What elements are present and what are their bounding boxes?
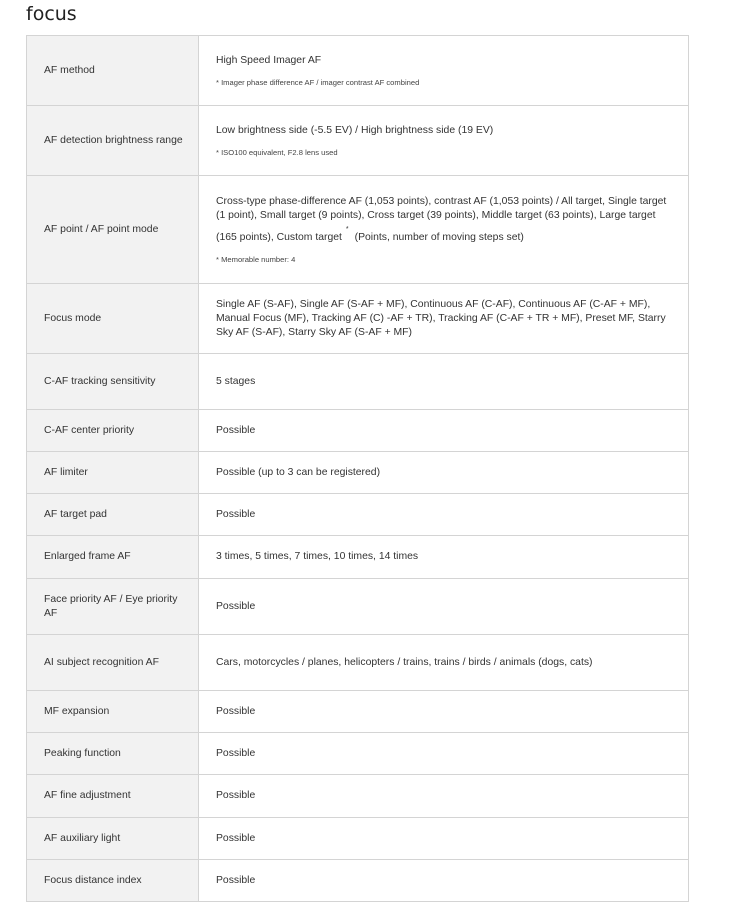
table-row-c-af-center-priority — [27, 410, 689, 452]
row-label: AF target pad — [27, 494, 199, 536]
table-row-af-limiter — [27, 452, 689, 494]
table-row-face-eye-priority-af — [27, 579, 689, 635]
table-row-enlarged-frame-af — [27, 536, 689, 579]
row-value: Possible — [199, 691, 689, 733]
table-row-ai-subject-recognition-af — [27, 635, 689, 691]
row-note: * Imager phase difference AF / imager contrast AF combined — [216, 77, 420, 87]
focus-spec-table — [26, 35, 689, 902]
row-note: * Memorable number: 4 — [216, 254, 296, 264]
table-row-af-auxiliary-light — [27, 818, 689, 860]
row-label: AF fine adjustment — [27, 775, 199, 818]
row-value: Cars, motorcycles / planes, helicopters / trains, trains / birds / animals (dogs, cats) — [199, 635, 689, 691]
row-value-cell — [199, 106, 689, 176]
row-value: Possible — [199, 860, 689, 902]
row-value: Possible — [199, 494, 689, 536]
table-row-af-method — [27, 36, 689, 106]
page-title: focus — [26, 3, 77, 25]
row-value: Possible (up to 3 can be registered) — [199, 452, 689, 494]
table-row-focus-mode — [27, 284, 689, 354]
table-row-focus-distance-index — [27, 860, 689, 902]
row-label: C-AF tracking sensitivity — [27, 354, 199, 410]
row-value-line-3: (Points, number of moving steps set) — [354, 231, 524, 243]
row-label: Peaking function — [27, 733, 199, 775]
row-note: * ISO100 equivalent, F2.8 lens used — [216, 147, 338, 157]
row-label: AF method — [27, 36, 199, 106]
row-label: C-AF center priority — [27, 410, 199, 452]
footnote-asterisk: * — [345, 225, 349, 233]
table-row-af-target-pad — [27, 494, 689, 536]
row-label: AF limiter — [27, 452, 199, 494]
row-value: Possible — [199, 410, 689, 452]
row-value: Possible — [199, 775, 689, 818]
row-label: Face priority AF / Eye priority AF — [27, 579, 199, 635]
table-row-af-fine-adjustment — [27, 775, 689, 818]
row-label: AF point / AF point mode — [27, 176, 199, 284]
row-label: AI subject recognition AF — [27, 635, 199, 691]
row-label: AF auxiliary light — [27, 818, 199, 860]
row-value-cell — [199, 36, 689, 106]
row-label: Focus distance index — [27, 860, 199, 902]
table-row-c-af-tracking-sensitivity — [27, 354, 689, 410]
row-value: Possible — [199, 579, 689, 635]
table-row-af-detection-brightness-range — [27, 106, 689, 176]
row-value-line-1: Cross-type phase-difference AF (1,053 points), contrast AF (1,053 points) / All target, Single target (1 point), Small target (9 points), Cross target (39 points), Middle target (63 points), Large target — [216, 195, 667, 221]
row-value: High Speed Imager AF — [216, 54, 322, 66]
row-value: 3 times, 5 times, 7 times, 10 times, 14 times — [199, 536, 689, 579]
row-value: 5 stages — [199, 354, 689, 410]
row-value-cell — [199, 176, 689, 284]
table-row-af-point-mode — [27, 176, 689, 284]
row-label: MF expansion — [27, 691, 199, 733]
row-value: Possible — [199, 818, 689, 860]
row-label: AF detection brightness range — [27, 106, 199, 176]
row-label: Focus mode — [27, 284, 199, 354]
row-value: Low brightness side (-5.5 EV) / High brightness side (19 EV) — [216, 124, 494, 136]
table-row-peaking-function — [27, 733, 689, 775]
row-value: Possible — [199, 733, 689, 775]
table-row-mf-expansion — [27, 691, 689, 733]
row-value: Single AF (S-AF), Single AF (S-AF + MF), Continuous AF (C-AF), Continuous AF (C-AF + MF), Manual Focus (MF), Tracking AF (C) -AF + TR), Tracking AF (C-AF + TR + MF), Preset MF, Starry Sky AF (S-AF), Starry Sky AF (S-AF + MF) — [199, 284, 689, 354]
row-value-line-2: (165 points), Custom target — [216, 231, 342, 243]
row-label: Enlarged frame AF — [27, 536, 199, 579]
